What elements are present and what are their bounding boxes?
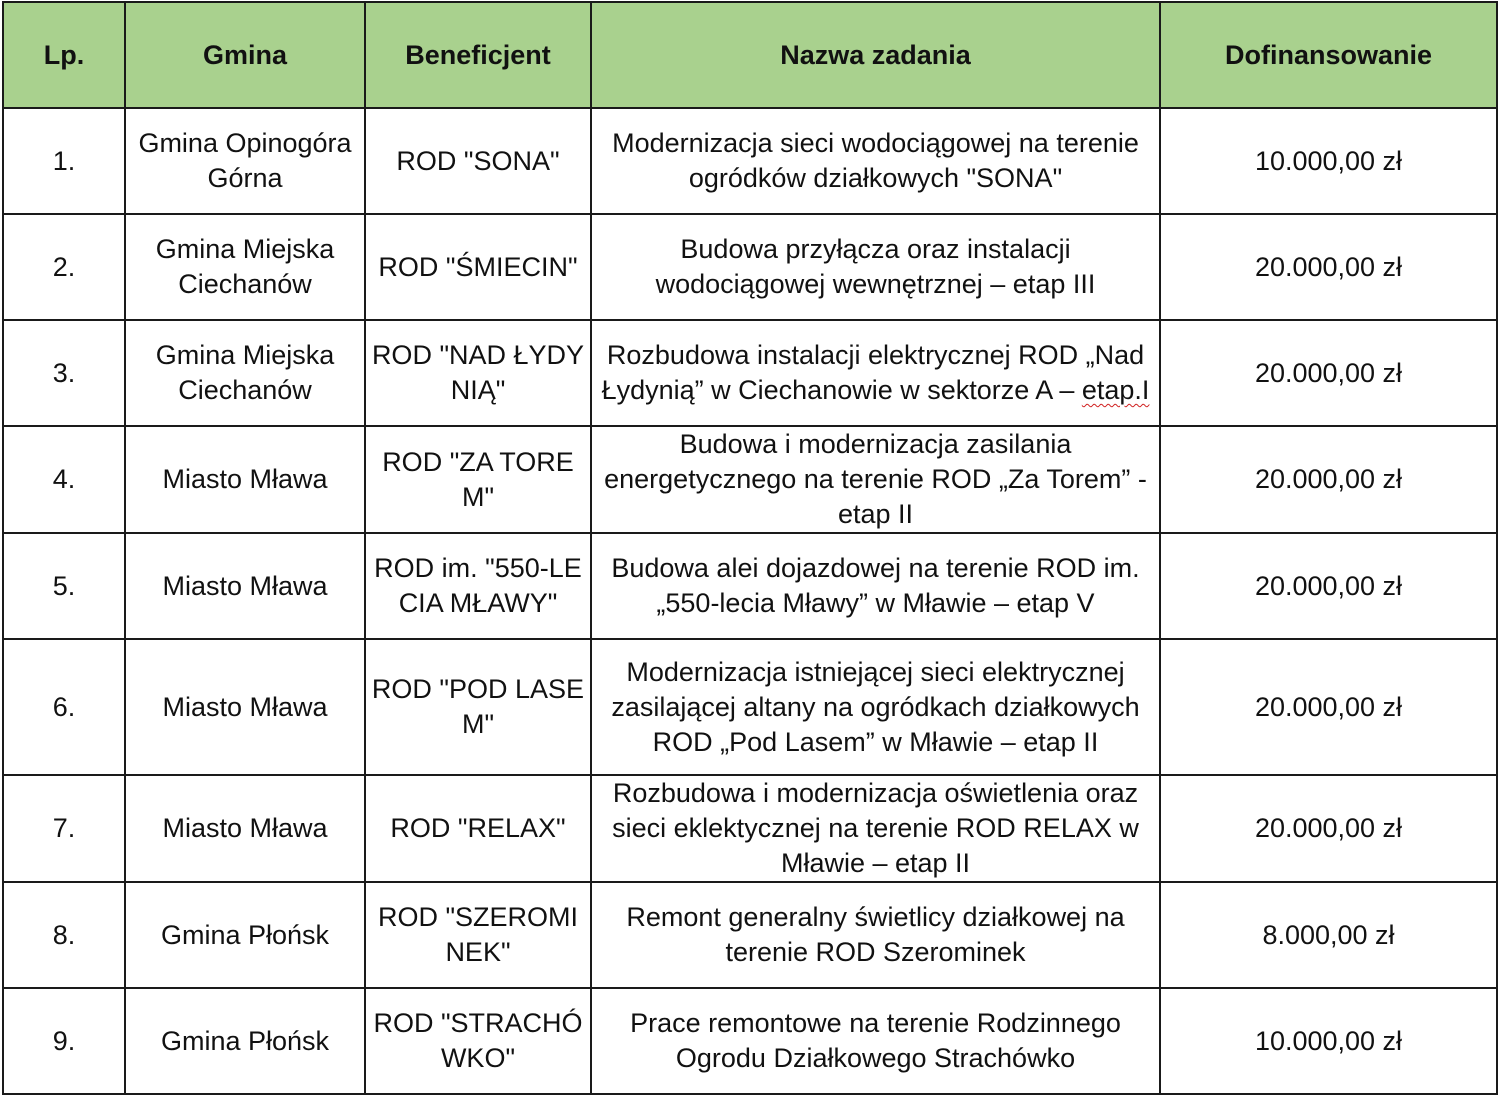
cell-gmina: Gmina Płońsk: [125, 882, 365, 988]
cell-lp: 9.: [3, 988, 125, 1094]
cell-nazwa-zadania: Modernizacja istniejącej sieci elektrycznej zasilającej altany na ogródkach działkowych ROD „Pod Lasem” w Mławie – etap II: [591, 639, 1160, 775]
cell-gmina: Miasto Mława: [125, 775, 365, 882]
cell-beneficjent: ROD "SONA": [365, 108, 591, 214]
cell-nazwa-zadania: Remont generalny świetlicy działkowej na terenie ROD Szerominek: [591, 882, 1160, 988]
table-row: [3, 639, 1497, 775]
cell-dofinansowanie: 10.000,00 zł: [1160, 988, 1497, 1094]
cell-beneficjent: ROD im. "550-LECIA MŁAWY": [365, 533, 591, 639]
cell-dofinansowanie: 10.000,00 zł: [1160, 108, 1497, 214]
table-row: [3, 108, 1497, 214]
cell-lp: 6.: [3, 639, 125, 775]
cell-gmina: Gmina Miejska Ciechanów: [125, 214, 365, 320]
grants-table: [2, 1, 1498, 1095]
cell-gmina: Gmina Płońsk: [125, 988, 365, 1094]
cell-nazwa-zadania: [591, 320, 1160, 426]
table-row: [3, 882, 1497, 988]
table-row: [3, 775, 1497, 882]
cell-dofinansowanie: 8.000,00 zł: [1160, 882, 1497, 988]
cell-gmina: Miasto Mława: [125, 639, 365, 775]
table-row: [3, 214, 1497, 320]
cell-nazwa-zadania: Budowa i modernizacja zasilania energetycznego na terenie ROD „Za Torem” - etap II: [591, 426, 1160, 533]
cell-beneficjent: ROD "RELAX": [365, 775, 591, 882]
cell-dofinansowanie: 20.000,00 zł: [1160, 775, 1497, 882]
cell-dofinansowanie: 20.000,00 zł: [1160, 533, 1497, 639]
cell-lp: 5.: [3, 533, 125, 639]
header-lp: Lp.: [3, 2, 125, 108]
header-nazwa-zadania: Nazwa zadania: [591, 2, 1160, 108]
header-row: [3, 2, 1497, 108]
cell-nazwa-zadania: Budowa przyłącza oraz instalacji wodociągowej wewnętrznej – etap III: [591, 214, 1160, 320]
table-row: [3, 320, 1497, 426]
cell-nazwa-zadania: Budowa alei dojazdowej na terenie ROD im. „550-lecia Mławy” w Mławie – etap V: [591, 533, 1160, 639]
cell-lp: 8.: [3, 882, 125, 988]
cell-beneficjent: ROD "NAD ŁYDYNIĄ": [365, 320, 591, 426]
header-gmina: Gmina: [125, 2, 365, 108]
cell-dofinansowanie: 20.000,00 zł: [1160, 426, 1497, 533]
task-text: Rozbudowa instalacji elektrycznej ROD „Nad Łydynią” w Ciechanowie w sektorze A –: [601, 340, 1145, 405]
cell-lp: 1.: [3, 108, 125, 214]
cell-gmina: Miasto Mława: [125, 533, 365, 639]
cell-lp: 2.: [3, 214, 125, 320]
cell-dofinansowanie: 20.000,00 zł: [1160, 214, 1497, 320]
cell-nazwa-zadania: Rozbudowa i modernizacja oświetlenia oraz sieci eklektycznej na terenie ROD RELAX w Mławie – etap II: [591, 775, 1160, 882]
cell-beneficjent: ROD "ŚMIECIN": [365, 214, 591, 320]
cell-nazwa-zadania: Prace remontowe na terenie Rodzinnego Ogrodu Działkowego Strachówko: [591, 988, 1160, 1094]
table-row: [3, 988, 1497, 1094]
cell-beneficjent: ROD "POD LASEM": [365, 639, 591, 775]
cell-dofinansowanie: 20.000,00 zł: [1160, 639, 1497, 775]
cell-nazwa-zadania: Modernizacja sieci wodociągowej na terenie ogródków działkowych "SONA": [591, 108, 1160, 214]
cell-beneficjent: ROD "ZA TOREM": [365, 426, 591, 533]
cell-lp: 4.: [3, 426, 125, 533]
cell-lp: 3.: [3, 320, 125, 426]
table-row: [3, 426, 1497, 533]
cell-gmina: Gmina Miejska Ciechanów: [125, 320, 365, 426]
header-dofinansowanie: Dofinansowanie: [1160, 2, 1497, 108]
cell-dofinansowanie: 20.000,00 zł: [1160, 320, 1497, 426]
cell-gmina: Miasto Mława: [125, 426, 365, 533]
spellcheck-marked-text: etap.I: [1081, 375, 1150, 405]
cell-beneficjent: ROD "SZEROMINEK": [365, 882, 591, 988]
cell-lp: 7.: [3, 775, 125, 882]
table-row: [3, 533, 1497, 639]
header-beneficjent: Beneficjent: [365, 2, 591, 108]
cell-beneficjent: ROD "STRACHÓWKO": [365, 988, 591, 1094]
cell-gmina: Gmina Opinogóra Górna: [125, 108, 365, 214]
